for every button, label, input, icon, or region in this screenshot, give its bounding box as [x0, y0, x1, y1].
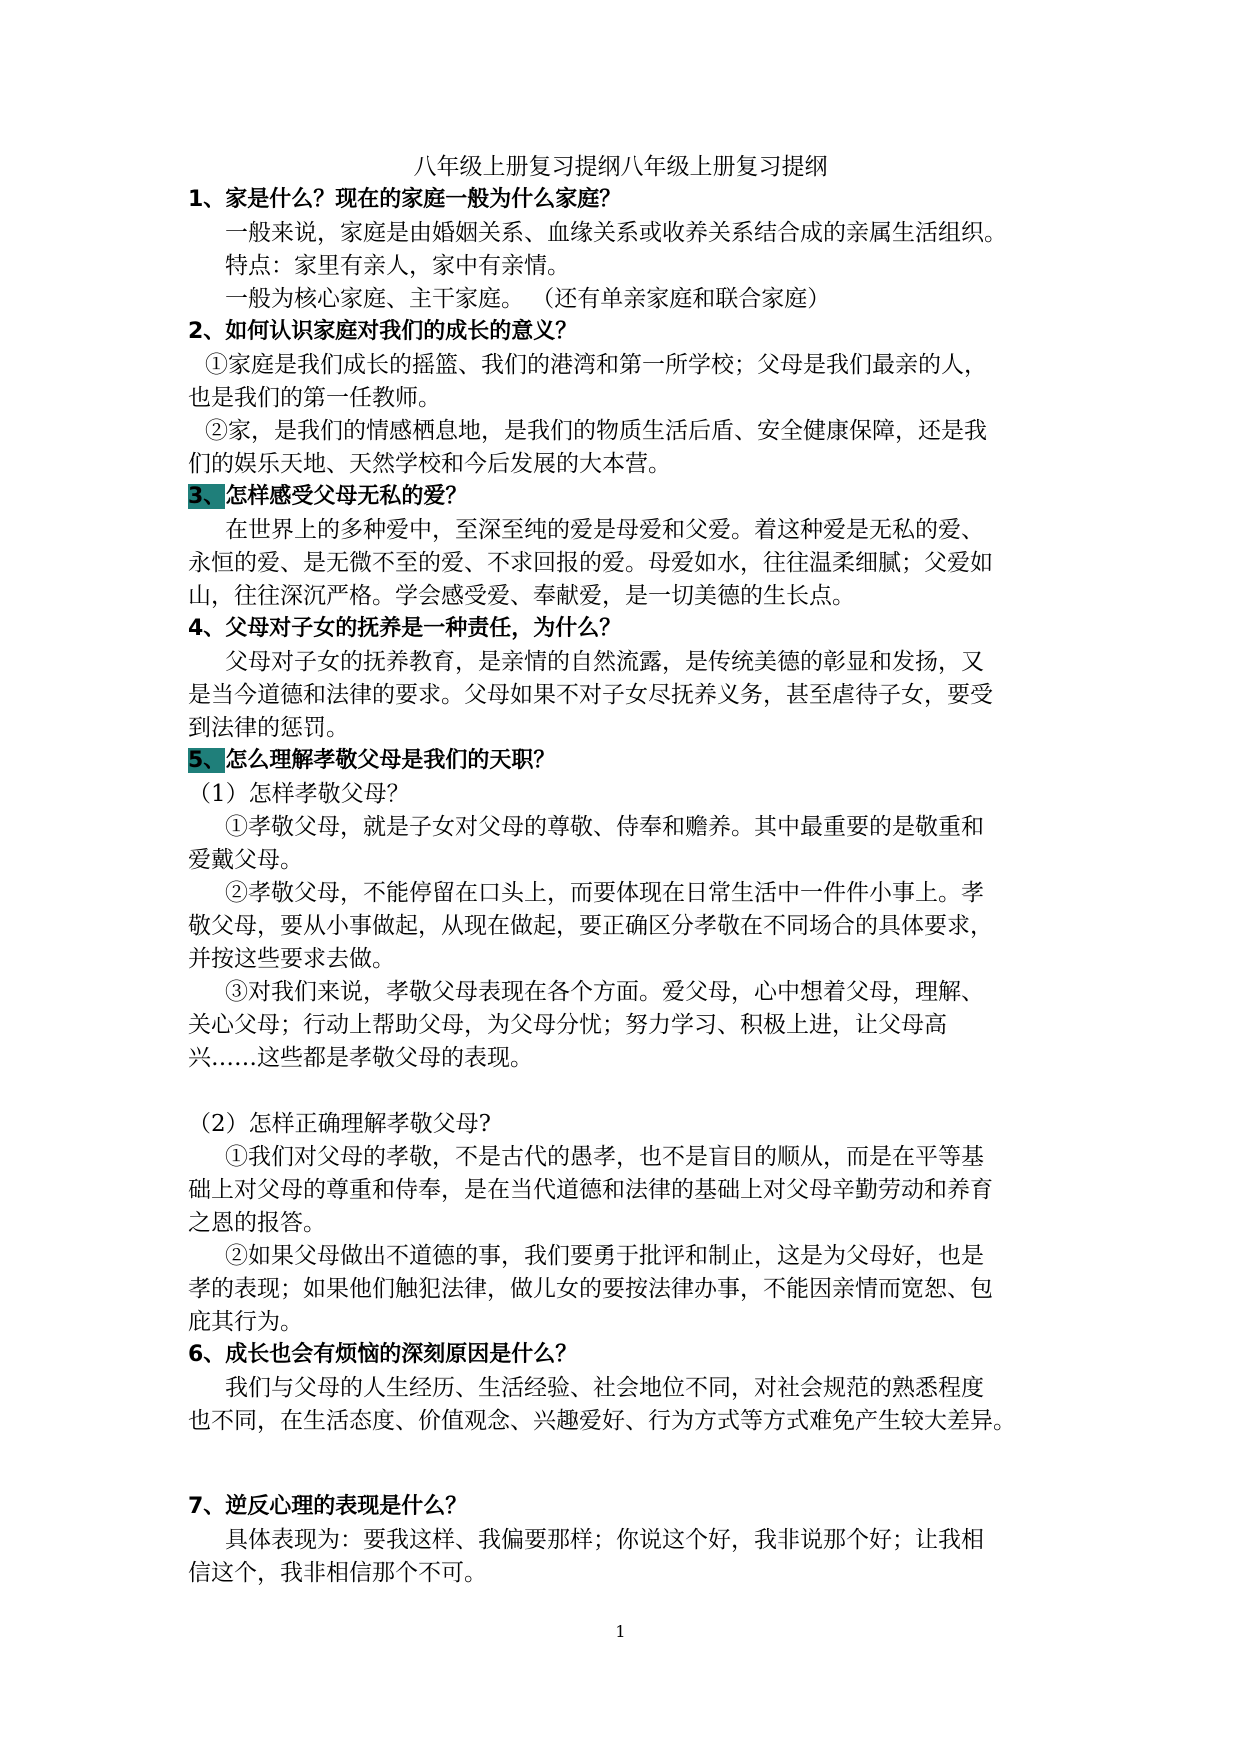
subheading: （1）怎样孝敬父母？	[188, 781, 410, 807]
paragraph-line: ②家，是我们的情感栖息地，是我们的物质生活后盾、安全健康保障，还是我	[205, 418, 987, 444]
paragraph-line: 们的娱乐天地、天然学校和今后发展的大本营。	[188, 451, 671, 477]
document-title: 八年级上册复习提纲八年级上册复习提纲	[413, 154, 828, 180]
heading-3	[188, 480, 467, 514]
heading-2: 2、如何认识家庭对我们的成长的意义？	[188, 319, 578, 344]
paragraph-line: ②孝敬父母，不能停留在口头上，而要体现在日常生活中一件件小事上。孝	[225, 880, 984, 906]
paragraph-line: 兴……这些都是孝敬父母的表现。	[188, 1045, 533, 1071]
paragraph-line: 一般来说，家庭是由婚姻关系、血缘关系或收养关系结合成的亲属生活组织。	[225, 220, 1007, 246]
paragraph-line: 础上对父母的尊重和侍奉，是在当代道德和法律的基础上对父母辛勤劳动和养育	[188, 1177, 993, 1203]
paragraph-line: 是当今道德和法律的要求。父母如果不对子女尽抚养义务，甚至虐待子女，要受	[188, 682, 993, 708]
heading-5	[188, 744, 555, 778]
highlighted-number: 3、	[188, 484, 226, 509]
heading-text: 怎么理解孝敬父母是我们的天职？	[225, 748, 556, 773]
paragraph-line: 并按这些要求去做。	[188, 946, 395, 972]
paragraph-line: 在世界上的多种爱中，至深至纯的爱是母爱和父爱。着这种爱是无私的爱、	[225, 517, 984, 543]
paragraph-line: 到法律的惩罚。	[188, 715, 349, 741]
heading-1: 1、家是什么？现在的家庭一般为什么家庭？	[188, 187, 622, 212]
paragraph-line: 信这个，我非相信那个不可。	[188, 1560, 487, 1586]
paragraph-line: 也是我们的第一任教师。	[188, 385, 441, 411]
paragraph-line: 父母对子女的抚养教育，是亲情的自然流露，是传统美德的彰显和发扬，又	[225, 649, 984, 675]
heading-text: 怎样感受父母无私的爱？	[225, 484, 468, 509]
paragraph-line: 之恩的报答。	[188, 1210, 326, 1236]
paragraph-line: 山，往往深沉严格。学会感受爱、奉献爱，是一切美德的生长点。	[188, 583, 855, 609]
page-number: 1	[615, 1622, 626, 1641]
paragraph-line: 特点：家里有亲人，家中有亲情。	[225, 253, 570, 279]
paragraph-line: 我们与父母的人生经历、生活经验、社会地位不同，对社会规范的熟悉程度	[225, 1375, 984, 1401]
heading-7: 7、逆反心理的表现是什么？	[188, 1494, 468, 1519]
paragraph-line: ①家庭是我们成长的摇篮、我们的港湾和第一所学校；父母是我们最亲的人，	[205, 352, 987, 378]
heading-4: 4、父母对子女的抚养是一种责任，为什么？	[188, 616, 622, 641]
paragraph-line: ②如果父母做出不道德的事，我们要勇于批评和制止，这是为父母好，也是	[225, 1243, 984, 1269]
paragraph-line: ①孝敬父母，就是子女对父母的尊敬、侍奉和赡养。其中最重要的是敬重和	[225, 814, 984, 840]
paragraph-line: 孝的表现；如果他们触犯法律，做儿女的要按法律办事，不能因亲情而宽恕、包	[188, 1276, 993, 1302]
paragraph-line: 关心父母；行动上帮助父母，为父母分忧；努力学习、积极上进，让父母高	[188, 1012, 947, 1038]
paragraph-line: ③对我们来说，孝敬父母表现在各个方面。爱父母，心中想着父母，理解、	[225, 979, 984, 1005]
paragraph-line: 具体表现为：要我这样、我偏要那样；你说这个好，我非说那个好；让我相	[225, 1527, 984, 1553]
highlighted-number: 5、	[188, 748, 226, 773]
subheading: （2）怎样正确理解孝敬父母?	[188, 1111, 491, 1137]
heading-6: 6、成长也会有烦恼的深刻原因是什么？	[188, 1342, 578, 1367]
paragraph-line: ①我们对父母的孝敬，不是古代的愚孝，也不是盲目的顺从，而是在平等基	[225, 1144, 984, 1170]
paragraph-line: 爱戴父母。	[188, 847, 303, 873]
paragraph-line: 永恒的爱、是无微不至的爱、不求回报的爱。母爱如水，往往温柔细腻；父爱如	[188, 550, 993, 576]
paragraph-line: 一般为核心家庭、主干家庭。 （还有单亲家庭和联合家庭）	[225, 286, 831, 312]
paragraph-line: 庇其行为。	[188, 1309, 303, 1335]
paragraph-line: 也不同，在生活态度、价值观念、兴趣爱好、行为方式等方式难免产生较大差异。	[188, 1408, 1016, 1434]
paragraph-line: 敬父母，要从小事做起，从现在做起，要正确区分孝敬在不同场合的具体要求，	[188, 913, 993, 939]
